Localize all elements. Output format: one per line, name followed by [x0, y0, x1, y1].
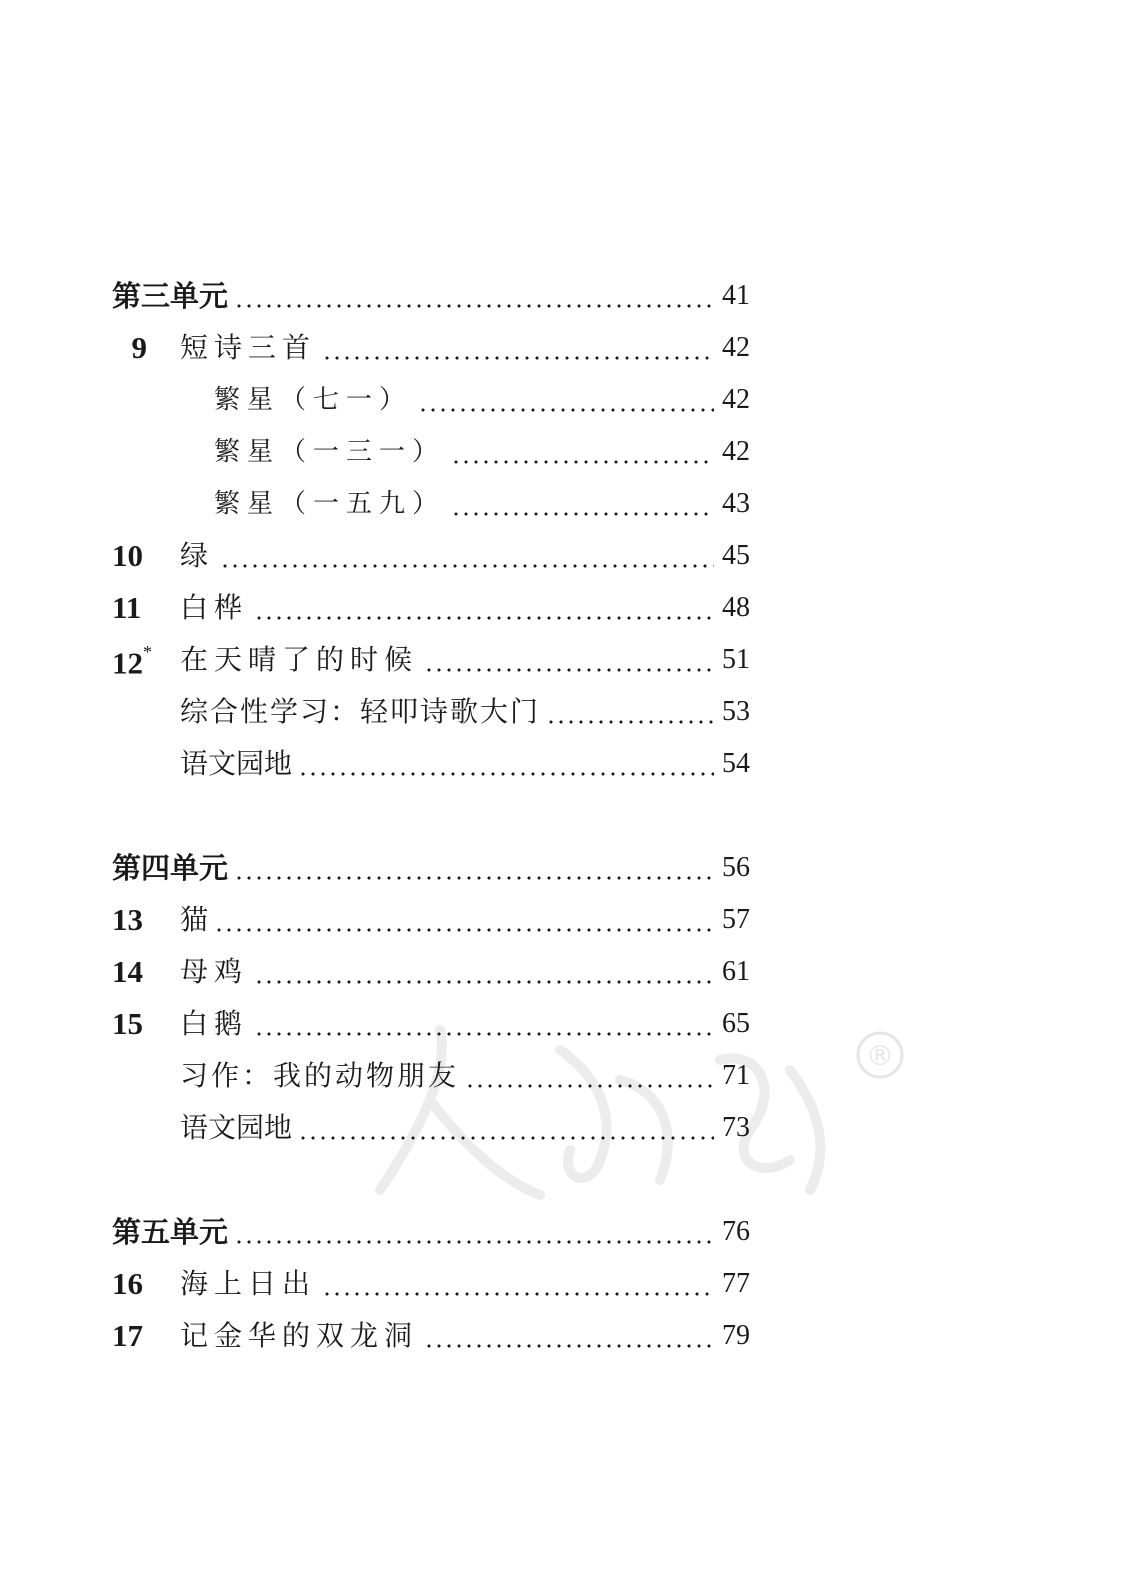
unit-heading-4[interactable]	[112, 842, 750, 894]
lesson-title: 短诗三首	[180, 331, 317, 364]
toc-entry-garden[interactable]	[112, 738, 750, 790]
page-number: 71	[722, 1060, 750, 1091]
optional-lesson-star: *	[143, 642, 152, 663]
dot-leader	[296, 738, 714, 790]
subentry-title: 繁星（一三一）	[214, 437, 446, 467]
page-number: 42	[722, 384, 750, 415]
page-number: 42	[722, 436, 750, 467]
lesson-title: 绿	[180, 539, 215, 572]
lesson-number: 16	[112, 1266, 143, 1301]
page-number: 57	[722, 904, 750, 935]
subentry-title: 繁星（一五九）	[214, 489, 446, 519]
toc-subentry[interactable]	[112, 478, 750, 530]
dot-leader	[416, 374, 714, 426]
dot-leader	[449, 426, 714, 478]
toc-entry-16[interactable]	[112, 1258, 750, 1310]
lesson-title: 记金华的双龙洞	[180, 1319, 419, 1352]
toc-entry-15[interactable]	[112, 998, 750, 1050]
entry-title: 综合性学习：轻叩诗歌大门	[180, 695, 541, 728]
toc-subentry[interactable]	[112, 374, 750, 426]
page-number: 73	[722, 1112, 750, 1143]
entry-title: 习作：我的动物朋友	[180, 1059, 460, 1092]
toc-entry-14[interactable]	[112, 946, 750, 998]
dot-leader	[252, 946, 714, 998]
unit-heading-5[interactable]	[112, 1206, 750, 1258]
unit-title: 第三单元	[112, 279, 229, 313]
lesson-number: 14	[112, 954, 143, 989]
dot-leader	[463, 1050, 714, 1102]
dot-leader	[544, 686, 714, 738]
lesson-title: 白鹅	[180, 1007, 249, 1040]
page-number: 48	[722, 592, 750, 623]
registered-mark: ®	[866, 1039, 894, 1072]
lesson-number: 9	[131, 330, 147, 365]
page-number: 43	[722, 488, 750, 519]
entry-title: 语文园地	[180, 1111, 293, 1144]
page-number: 77	[722, 1268, 750, 1299]
dot-leader	[218, 530, 714, 582]
dot-leader	[320, 322, 714, 374]
page-number: 79	[722, 1320, 750, 1351]
lesson-title: 猫	[180, 903, 209, 936]
page-number: 61	[722, 956, 750, 987]
unit-title: 第四单元	[112, 851, 229, 885]
page-number: 56	[722, 852, 750, 883]
toc-entry-9[interactable]	[112, 322, 750, 374]
dot-leader	[252, 998, 714, 1050]
unit-heading-3[interactable]	[112, 270, 750, 322]
toc-entry-13[interactable]	[112, 894, 750, 946]
toc-entry-writing[interactable]	[112, 1050, 750, 1102]
dot-leader	[232, 1206, 714, 1258]
page-number: 45	[722, 540, 750, 571]
subentry-title: 繁星（七一）	[214, 385, 413, 415]
toc-subentry[interactable]	[112, 426, 750, 478]
dot-leader	[232, 270, 714, 322]
entry-title: 语文园地	[180, 747, 293, 780]
lesson-number: 15	[112, 1006, 143, 1041]
page-number: 42	[722, 332, 750, 363]
dot-leader	[232, 842, 714, 894]
page-number: 76	[722, 1216, 750, 1247]
toc-entry-10[interactable]	[112, 530, 750, 582]
lesson-number-text: 12	[112, 645, 143, 681]
dot-leader	[296, 1102, 714, 1154]
toc-entry-comprehensive[interactable]	[112, 686, 750, 738]
lesson-title: 母鸡	[180, 955, 249, 988]
lesson-title: 在天晴了的时候	[180, 643, 419, 676]
page-number: 54	[722, 748, 750, 779]
dot-leader	[422, 1310, 714, 1362]
lesson-number: 10	[112, 538, 143, 573]
page-number: 53	[722, 696, 750, 727]
lesson-title: 白桦	[180, 591, 249, 624]
lesson-number: 11	[112, 590, 142, 625]
toc-entry-12[interactable]	[112, 634, 750, 686]
toc-entry-11[interactable]	[112, 582, 750, 634]
page-number: 41	[722, 280, 750, 311]
page-number: 65	[722, 1008, 750, 1039]
lesson-number: 13	[112, 902, 143, 937]
section-gap	[112, 1154, 750, 1206]
dot-leader	[320, 1258, 714, 1310]
toc-entry-garden[interactable]	[112, 1102, 750, 1154]
lesson-title: 海上日出	[180, 1267, 317, 1300]
dot-leader	[449, 478, 714, 530]
lesson-number: 17	[112, 1318, 143, 1353]
table-of-contents	[112, 270, 750, 1362]
toc-entry-17[interactable]	[112, 1310, 750, 1362]
dot-leader	[212, 894, 714, 946]
page-number: 51	[722, 644, 750, 675]
section-gap	[112, 790, 750, 842]
lesson-number	[112, 630, 170, 689]
dot-leader	[422, 634, 714, 686]
dot-leader	[252, 582, 714, 634]
unit-title: 第五单元	[112, 1215, 229, 1249]
